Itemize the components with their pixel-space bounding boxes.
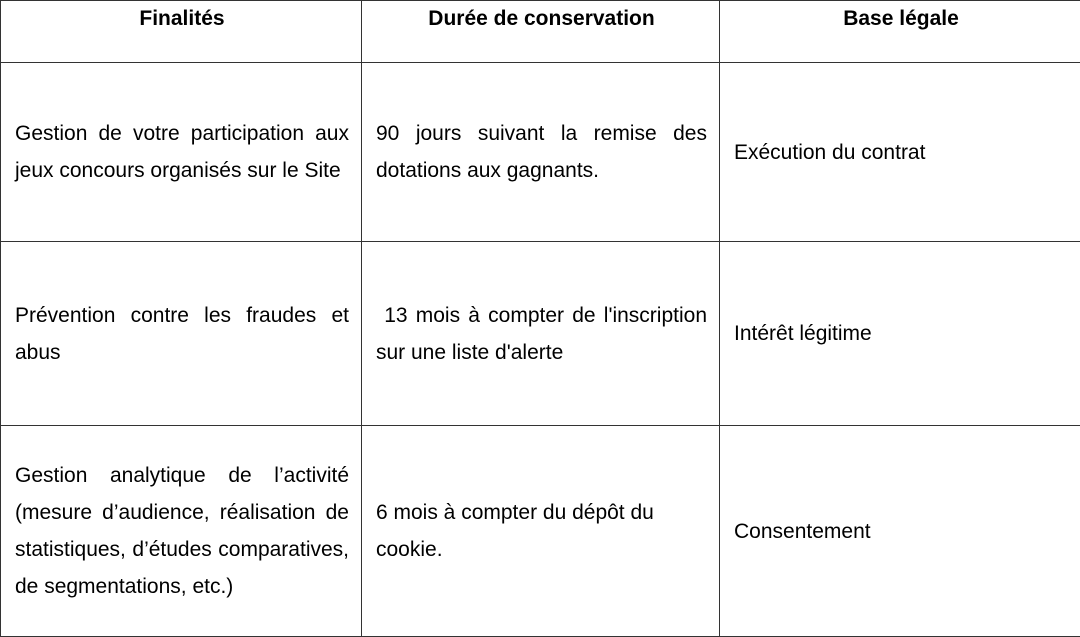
retention-cell: 90 jours suivant la remise des dotations aux gagnants. [362,63,720,242]
table-row [1,242,1080,426]
table-header-row [1,1,1080,63]
table-row [1,426,1080,637]
header-purposes: Finalités [1,1,362,63]
retention-cell: 13 mois à compter de l'inscription sur une liste d'alerte [362,242,720,426]
legal-basis-cell: Intérêt légitime [720,242,1080,426]
header-retention-period: Durée de conservation [362,1,720,63]
purpose-cell: Gestion de votre participation aux jeux concours organisés sur le Site [1,63,362,242]
purpose-cell: Prévention contre les fraudes et abus [1,242,362,426]
legal-basis-cell: Exécution du contrat [720,63,1080,242]
retention-cell: 6 mois à compter du dépôt du cookie. [362,426,720,637]
legal-basis-cell: Consentement [720,426,1080,637]
table-row [1,63,1080,242]
header-legal-basis: Base légale [720,1,1080,63]
purpose-cell: Gestion analytique de l’activité (mesure d’audience, réalisation de statistiques, d’études comparatives, de segmentations, etc.) [1,426,362,637]
